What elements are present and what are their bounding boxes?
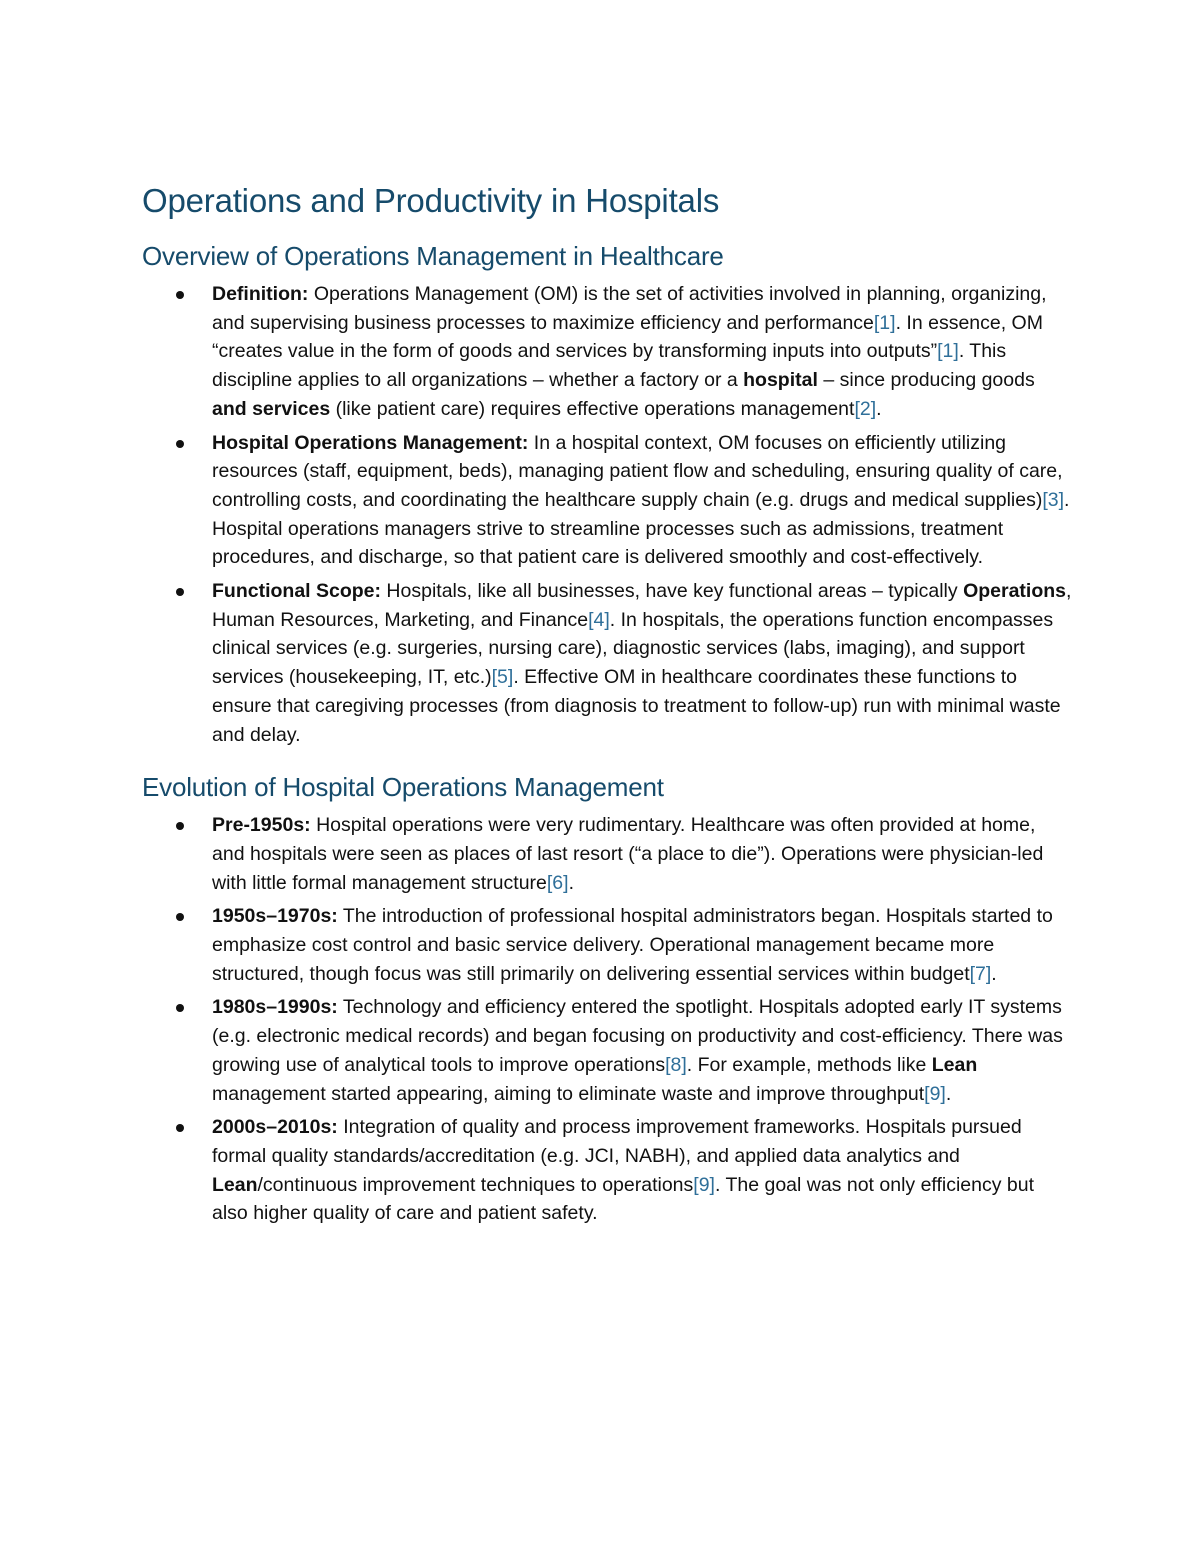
citation-link[interactable]: [2] <box>854 397 877 420</box>
citation-link[interactable]: [4] <box>588 608 610 631</box>
document-page <box>142 178 1072 1233</box>
citation-link[interactable]: [1] <box>937 340 959 363</box>
bullet-icon <box>176 913 184 921</box>
citation-link[interactable]: [8] <box>665 1053 687 1076</box>
item-label: 1980s–1990s: <box>212 996 338 1019</box>
citation-link[interactable]: [7] <box>969 962 992 985</box>
item-label: Pre-1950s: <box>212 814 311 837</box>
citation-link[interactable]: [6] <box>546 871 569 894</box>
citation-link[interactable]: [3] <box>1042 488 1065 511</box>
evolution-list <box>142 811 1072 1228</box>
bullet-icon <box>176 291 184 299</box>
bullet-icon <box>176 1124 184 1132</box>
bullet-icon <box>176 822 184 830</box>
bullet-icon <box>176 588 184 596</box>
citation-link[interactable]: [9] <box>693 1173 715 1196</box>
section-heading-evolution: Evolution of Hospital Operations Management <box>142 772 664 803</box>
item-label: Functional Scope: <box>212 580 382 603</box>
list-item-hospital-operations: Hospital Operations Management: In a hospital context, OM focuses on efficiently utilizing resources (staff, equipment, beds), managing patient flow and scheduling, ensuring quality of care, controlling costs, and coordinating the healthcare supply chain (e.g. drugs and medical supplies)[3]. Hospital operations managers strive to streamline processes such as admissions, treatment procedures, and discharge, so that patient care is delivered smoothly and cost-effectively. <box>142 429 1072 573</box>
document-title: Operations and Productivity in Hospitals <box>142 182 720 219</box>
item-label: Definition: <box>212 283 309 305</box>
citation-link[interactable]: [1] <box>873 311 896 334</box>
citation-link[interactable]: [9] <box>924 1082 946 1105</box>
bullet-icon <box>176 1004 184 1012</box>
overview-list <box>142 280 1072 749</box>
citation-link[interactable]: [5] <box>491 666 514 689</box>
list-item-1980s-1990s: 1980s–1990s: Technology and efficiency entered the spotlight. Hospitals adopted early IT systems (e.g. electronic medical records) and began focusing on productivity and cost-efficiency. There was growing use of analytical tools to improve operations[8]. For example, methods like Lean management started appearing, aiming to eliminate waste and improve throughput[9]. <box>142 993 1072 1108</box>
section-heading-overview: Overview of Operations Management in Healthcare <box>142 241 724 271</box>
list-item-1950s-1970s: 1950s–1970s: The introduction of professional hospital administrators began. Hospitals started to emphasize cost control and basic service delivery. Operational management became more structured, though focus was still primarily on delivering essential services within budget[7]. <box>142 902 1072 988</box>
item-label: 2000s–2010s: <box>212 1116 338 1139</box>
list-item-pre-1950s: Pre-1950s: Hospital operations were very rudimentary. Healthcare was often provided at home, and hospitals were seen as places of last resort (“a place to die”). Operations were physician-led with little formal management structure[6]. <box>142 811 1072 897</box>
bullet-icon <box>176 440 184 448</box>
list-item-functional-scope: Functional Scope: Hospitals, like all businesses, have key functional areas – typically Operations, Human Resources, Marketing, and Finance[4]. In hospitals, the operations function encompasses clinical services (e.g. surgeries, nursing care), diagnostic services (labs, imaging), and support services (housekeeping, IT, etc.)[5]. Effective OM in healthcare coordinates these functions to ensure that caregiving processes (from diagnosis to treatment to follow-up) run with minimal waste and delay. <box>142 577 1072 749</box>
item-label: Hospital Operations Management: <box>212 431 529 454</box>
item-label: 1950s–1970s: <box>212 905 338 928</box>
list-item-2000s-2010s: 2000s–2010s: Integration of quality and process improvement frameworks. Hospitals pursued formal quality standards/accreditation (e.g. JCI, NABH), and applied data analytics and Lean/continuous improvement techniques to operations[9]. The goal was not only efficiency but also higher quality of care and patient safety. <box>142 1113 1072 1228</box>
list-item-definition: Definition: Operations Management (OM) is the set of activities involved in planning, organizing, and supervising business processes to maximize efficiency and performance[1]. In essence, OM “creates value in the form of goods and services by transforming inputs into outputs”[1]. This discipline applies to all organizations – whether a factory or a hospital – since producing goods and services (like patient care) requires effective operations management[2]. <box>142 280 1072 424</box>
